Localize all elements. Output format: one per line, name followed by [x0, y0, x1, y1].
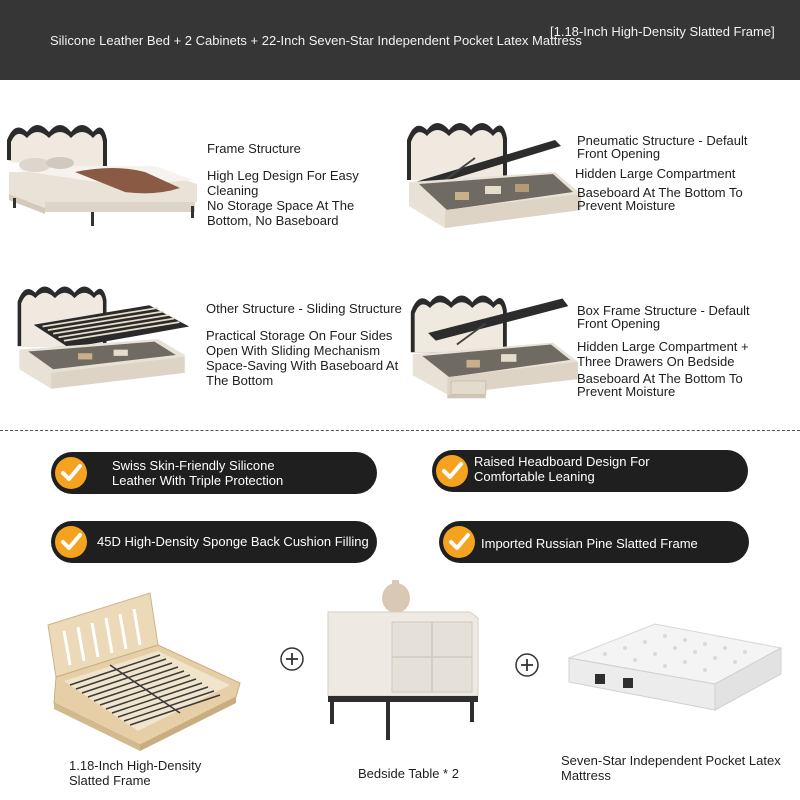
feature-pill-sponge-cushion: [51, 521, 377, 563]
check-badge-icon: [55, 526, 87, 558]
bedside-table-image: [320, 580, 485, 740]
plus-icon: [515, 653, 539, 677]
check-badge-icon: [443, 526, 475, 558]
pneumatic-structure-bed-image: [405, 110, 600, 230]
feature-pill-silicone-leather: [51, 452, 377, 494]
structure-feature: Space-Saving With Baseboard At The Bottom: [206, 358, 399, 388]
bundle-item-mattress: Seven-Star Independent Pocket Latex Mattress: [561, 753, 781, 783]
bundle-item-frame: 1.18-Inch High-Density Slatted Frame: [69, 758, 202, 788]
sliding-structure-bed-image: [5, 275, 200, 395]
structure-feature: High Leg Design For Easy Cleaning: [207, 168, 359, 198]
structure-feature: Baseboard At The Bottom To Prevent Moisture: [577, 371, 743, 399]
structure-feature: Hidden Large Compartment: [575, 166, 736, 181]
slatted-frame-bed-image: [40, 585, 245, 755]
frame-structure-text: [207, 141, 387, 228]
frame-spec-tag: [1.18-Inch High-Density Slatted Frame]: [550, 24, 775, 39]
structure-feature: Practical Storage On Four Sides Open With Sliding Mechanism: [206, 328, 393, 358]
structure-feature: Baseboard At The Bottom To Prevent Moisture: [577, 185, 743, 213]
structure-title: Box Frame Structure - Default Front Opening: [577, 303, 750, 331]
feature-text: Raised Headboard Design For Comfortable Leaning: [474, 454, 650, 484]
latex-mattress-image: [565, 618, 783, 718]
feature-text: Swiss Skin-Friendly Silicone Leather With Triple Protection: [112, 458, 284, 488]
sliding-structure-text: [206, 301, 406, 388]
structure-title: Pneumatic Structure - Default Front Opening: [577, 133, 748, 161]
check-badge-icon: [436, 455, 468, 487]
structure-feature: Hidden Large Compartment + Three Drawers On Bedside: [577, 339, 749, 369]
feature-pill-pine-slats: [439, 521, 749, 563]
feature-text: Imported Russian Pine Slatted Frame: [481, 536, 698, 551]
structure-title: Other Structure - Sliding Structure: [206, 301, 402, 316]
check-badge-icon: [55, 457, 87, 489]
product-title: Silicone Leather Bed + 2 Cabinets + 22-Inch Seven-Star Independent Pocket Latex Mattress: [50, 33, 582, 48]
structure-feature: No Storage Space At The Bottom, No Baseboard: [207, 198, 355, 228]
feature-pill-raised-headboard: [432, 450, 748, 492]
plus-icon: [280, 647, 304, 671]
pneumatic-structure-text: [577, 134, 777, 212]
structure-title: Frame Structure: [207, 141, 301, 156]
feature-text: 45D High-Density Sponge Back Cushion Filling: [97, 534, 369, 549]
bundle-item-bedside-table: Bedside Table * 2: [358, 766, 459, 781]
box-frame-structure-text: [577, 304, 777, 398]
frame-structure-bed-image: [5, 110, 200, 230]
section-divider: [0, 430, 800, 431]
box-frame-structure-bed-image: [405, 285, 600, 405]
